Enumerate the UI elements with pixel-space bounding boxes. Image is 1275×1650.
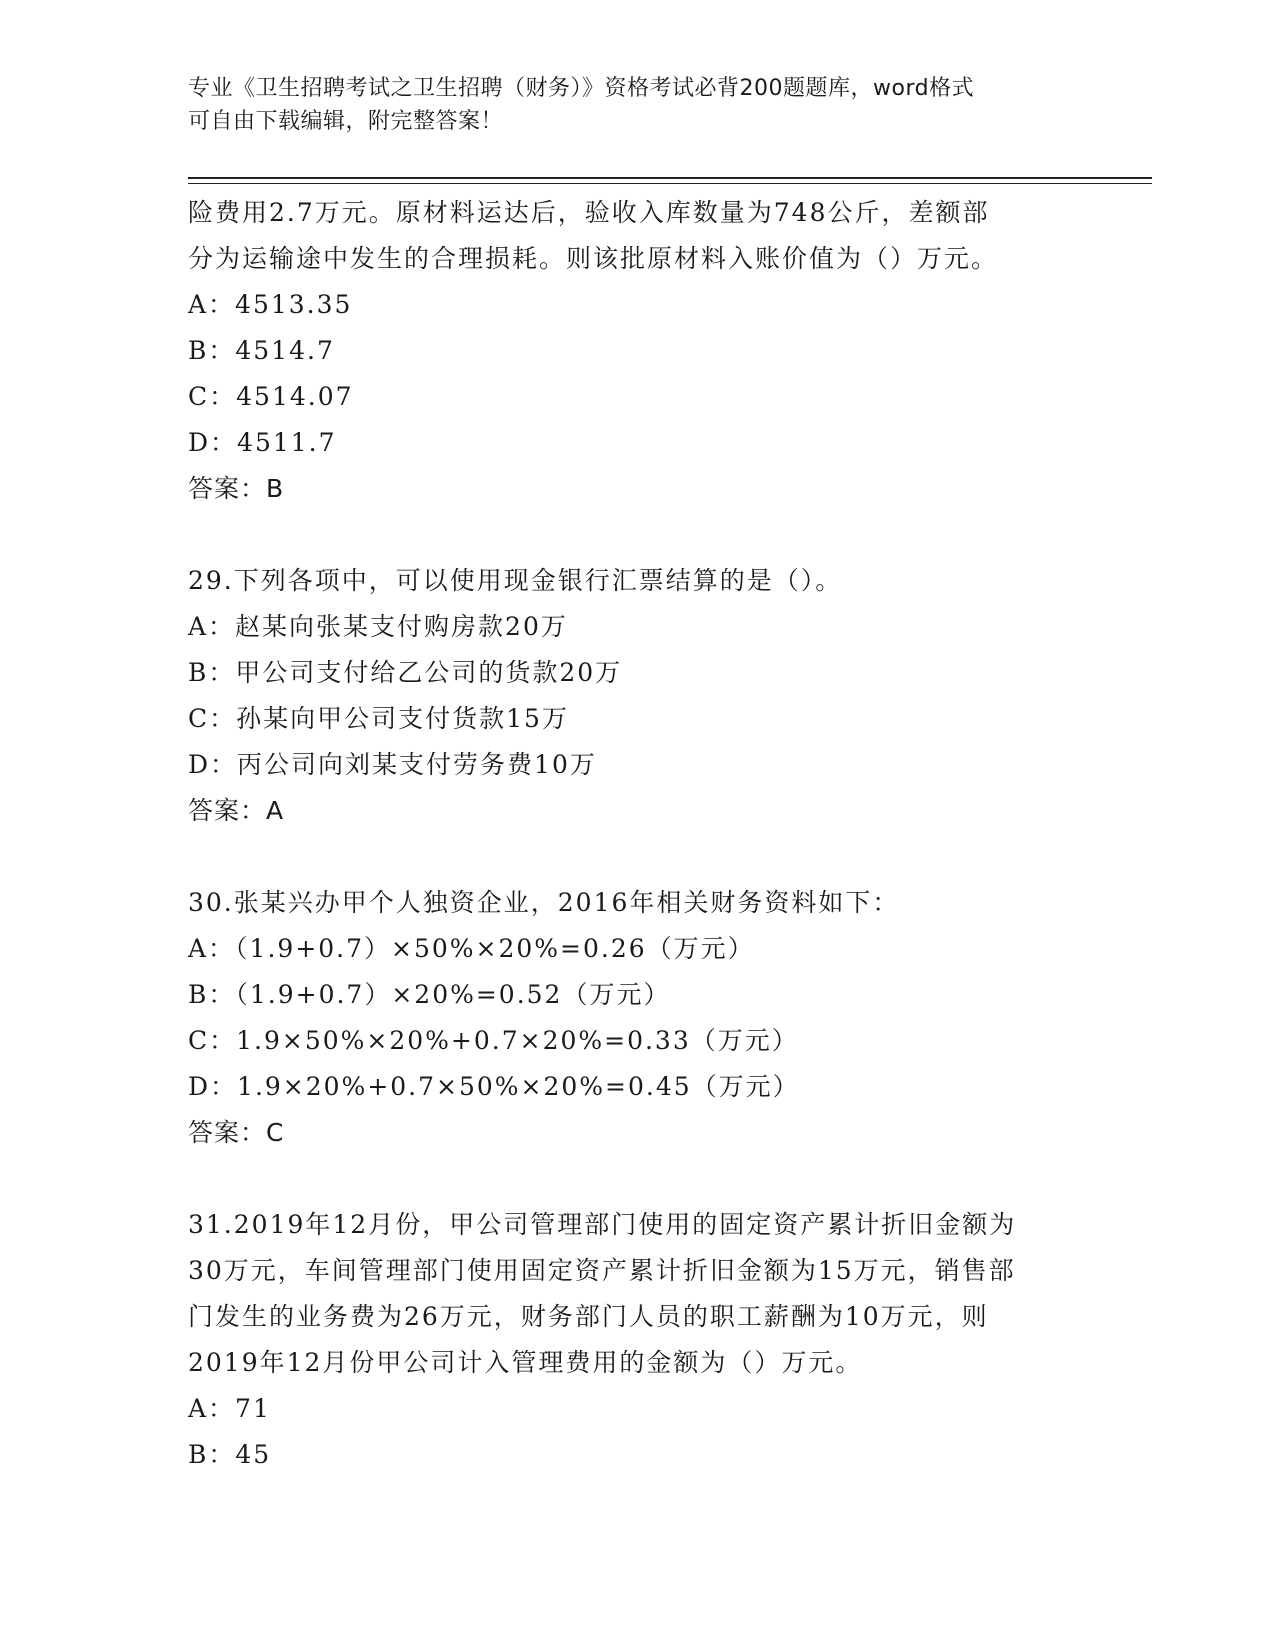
- question-29-text: 29.下列各项中，可以使用现金银行汇票结算的是（）。: [188, 566, 843, 595]
- question-30-option-d: D：1.9×20%+0.7×50%×20%=0.45（万元）: [188, 1072, 800, 1101]
- question-31-block: [188, 1202, 1088, 1478]
- header-title-line-2: 可自由下载编辑，附完整答案！: [188, 109, 504, 134]
- question-28-option-d: D：4511.7: [188, 428, 337, 457]
- header-divider-thin: [188, 183, 1152, 184]
- question-29-option-d: D：丙公司向刘某支付劳务费10万: [188, 750, 597, 779]
- question-30-answer: 答案：C: [188, 1118, 285, 1147]
- question-31-option-b: B：45: [188, 1440, 272, 1469]
- question-31-text-line-2: 30万元，车间管理部门使用固定资产累计折旧金额为15万元，销售部: [188, 1256, 1016, 1285]
- spacer: [188, 512, 1088, 558]
- question-28-option-c: C：4514.07: [188, 382, 354, 411]
- question-28-answer: 答案：B: [188, 474, 285, 503]
- question-31-text-line-1: 31.2019年12月份，甲公司管理部门使用的固定资产累计折旧金额为: [188, 1210, 1017, 1239]
- header-title-line-1: 专业《卫生招聘考试之卫生招聘（财务）》资格考试必背200题题库，word格式: [188, 76, 975, 101]
- question-30-text: 30.张某兴办甲个人独资企业，2016年相关财务资料如下：: [188, 888, 900, 917]
- question-29-option-c: C：孙某向甲公司支付货款15万: [188, 704, 569, 733]
- question-31-option-a: A：71: [188, 1394, 271, 1423]
- document-header: [188, 72, 1088, 138]
- question-29-block: [188, 558, 1088, 834]
- spacer: [188, 834, 1088, 880]
- question-31-text-line-4: 2019年12月份甲公司计入管理费用的金额为（）万元。: [188, 1348, 863, 1377]
- question-content: [188, 190, 1088, 1478]
- question-30-option-b: B：（1.9+0.7）×20%=0.52（万元）: [188, 980, 671, 1009]
- question-29-answer: 答案：A: [188, 796, 285, 825]
- question-29-option-b: B：甲公司支付给乙公司的货款20万: [188, 658, 623, 687]
- question-28-text-line-1: 险费用2.7万元。原材料运达后，验收入库数量为748公斤，差额部: [188, 198, 990, 227]
- question-28-block: [188, 190, 1088, 512]
- question-31-text-line-3: 门发生的业务费为26万元，财务部门人员的职工薪酬为10万元，则: [188, 1302, 989, 1331]
- question-30-block: [188, 880, 1088, 1156]
- question-29-option-a: A：赵某向张某支付购房款20万: [188, 612, 568, 641]
- question-30-option-a: A：（1.9+0.7）×50%×20%=0.26（万元）: [188, 934, 755, 963]
- question-28-option-a: A：4513.35: [188, 290, 353, 319]
- header-divider-thick: [188, 177, 1152, 179]
- spacer: [188, 1156, 1088, 1202]
- question-30-option-c: C：1.9×50%×20%+0.7×20%=0.33（万元）: [188, 1026, 799, 1055]
- question-28-option-b: B：4514.7: [188, 336, 335, 365]
- question-28-text-line-2: 分为运输途中发生的合理损耗。则该批原材料入账价值为（）万元。: [188, 244, 999, 273]
